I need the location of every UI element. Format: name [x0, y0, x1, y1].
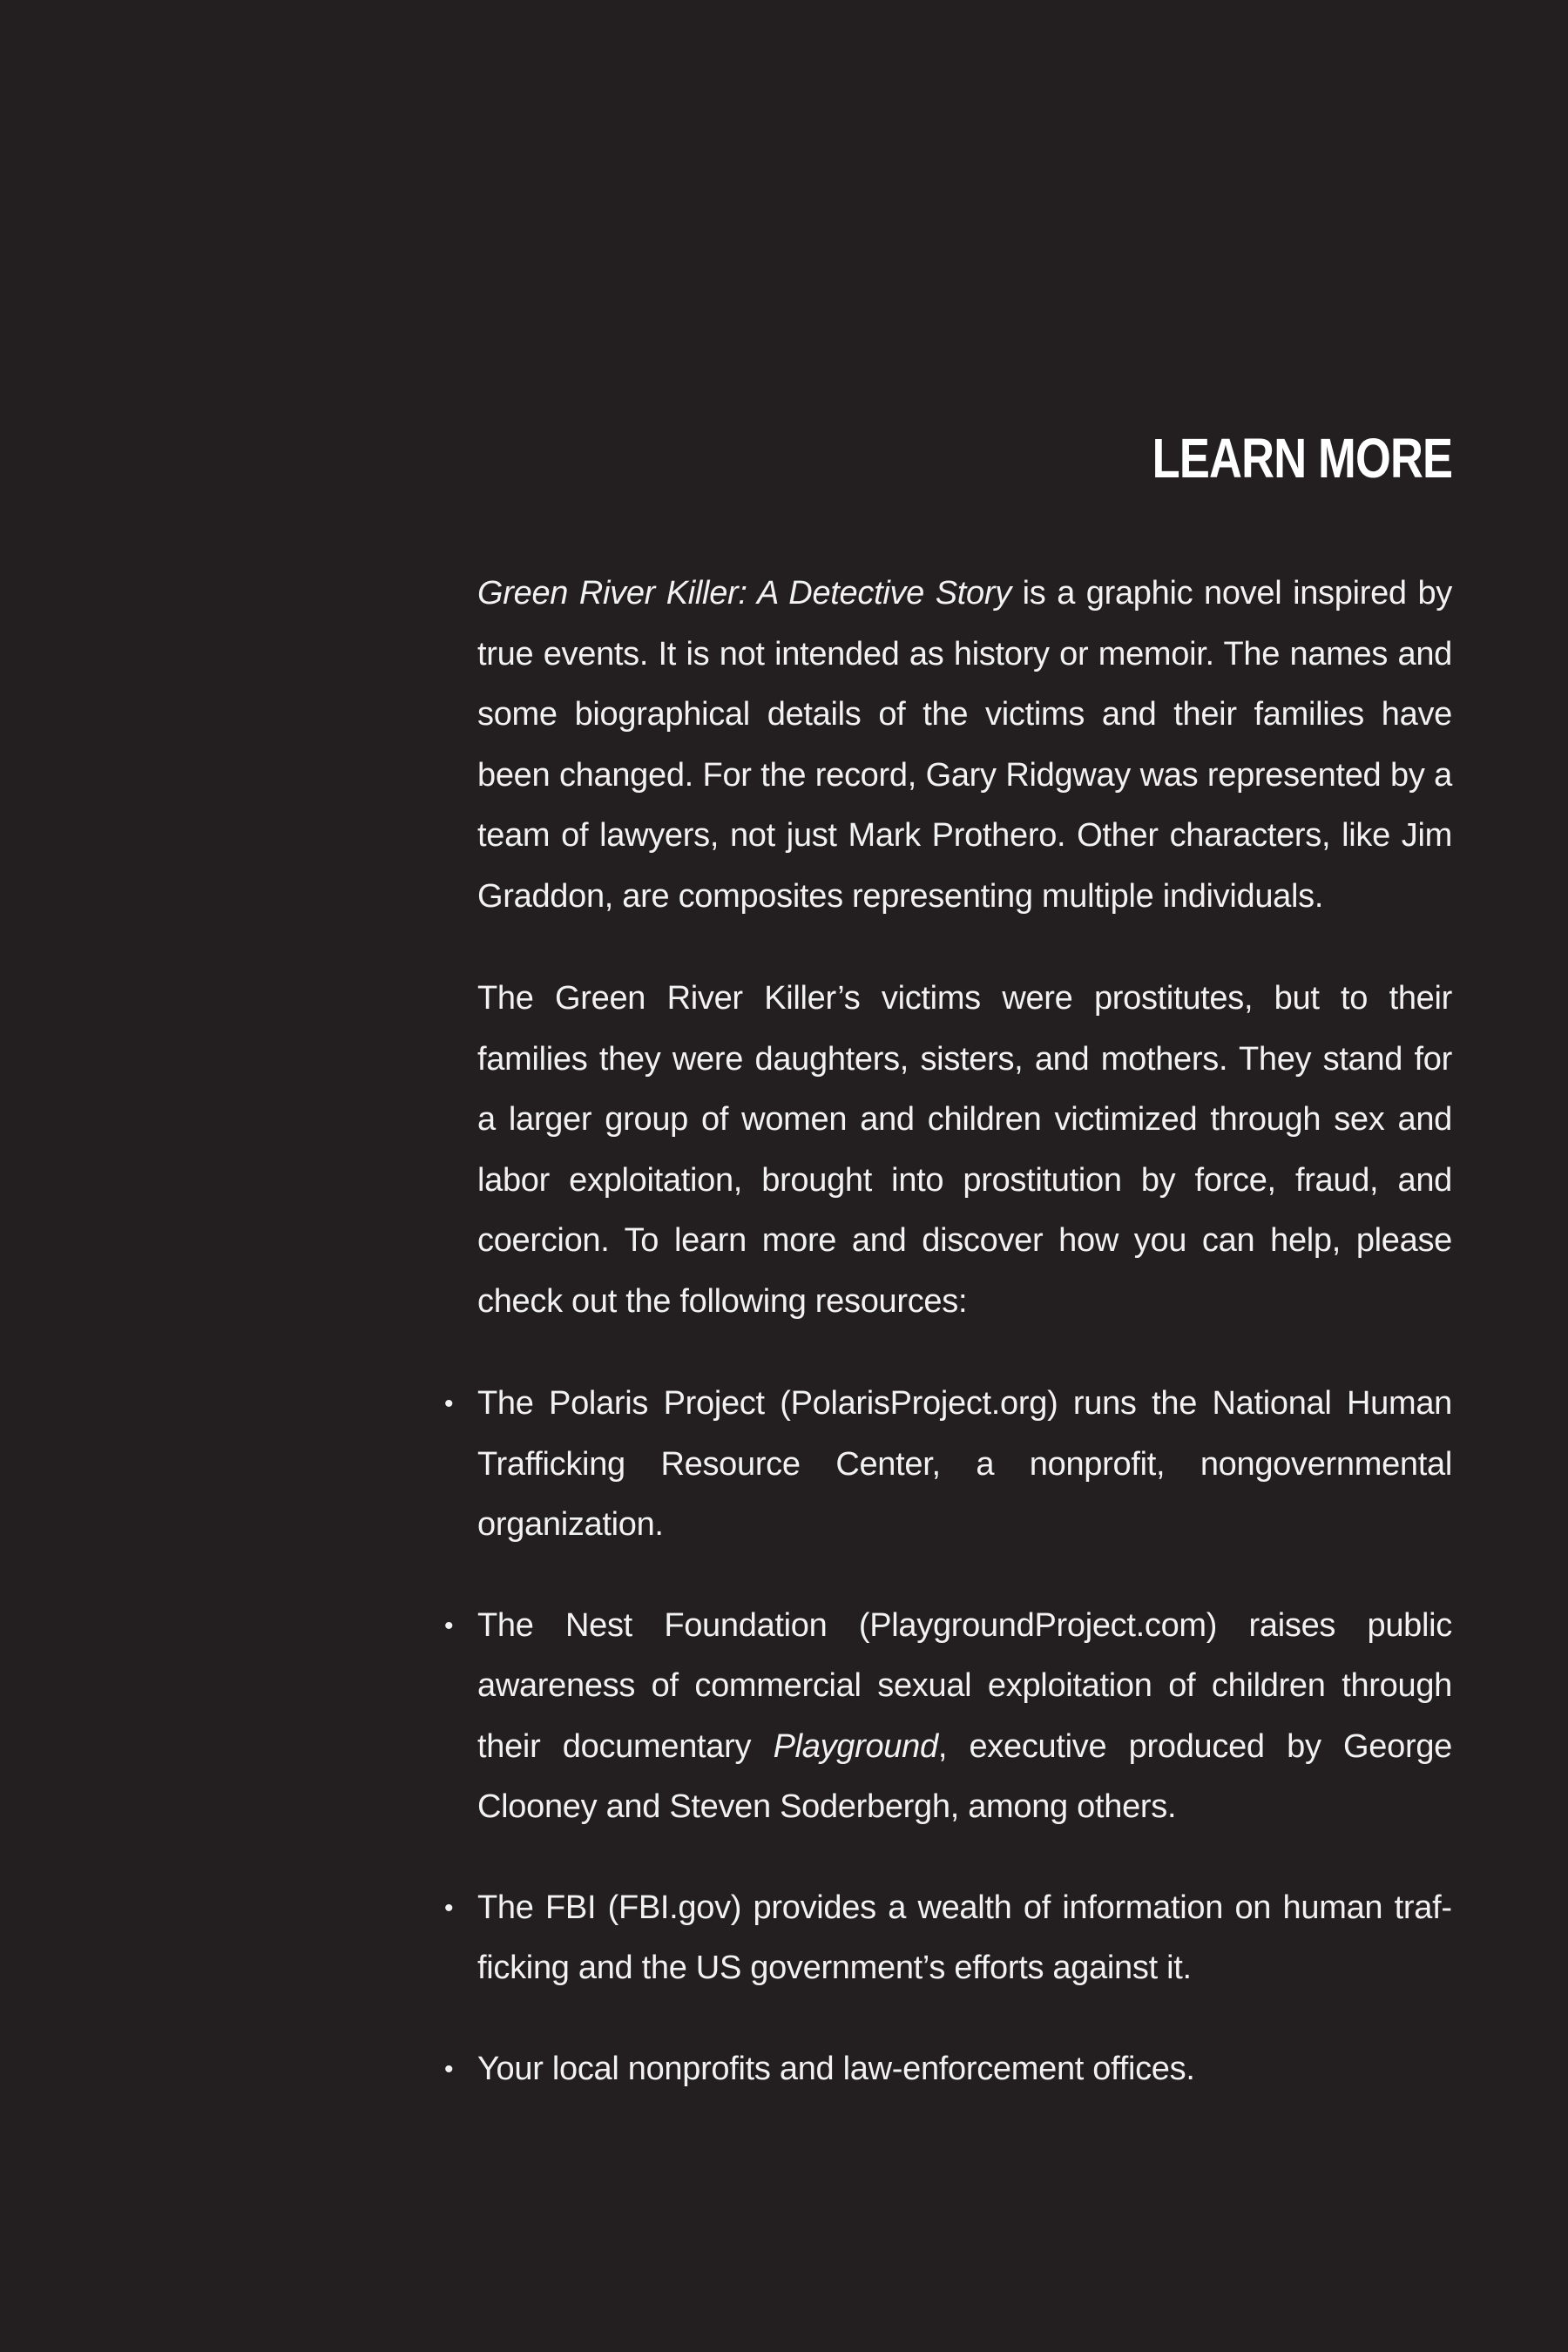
intro-text: is a graphic novel inspired by true events. It is not intended as history or memoir. The names and some biographical details of the victims and their families have been changed. For the record, Gary Ridgway was represented by a team of lawyers, not just Mark Prothero. Other characters, like Jim Graddon, are composites representing multiple individuals.: [477, 575, 1452, 915]
resource-item-local: [444, 2039, 1452, 2100]
body-text: [444, 564, 1452, 2099]
book-title: Green River Killer: A Detective Story: [477, 575, 1011, 612]
intro-paragraph: [477, 564, 1452, 927]
resource-text: The Polaris Project (PolarisProject.org) runs the National Human Trafficking Resource Center, a nonprofit, nongovernmental organization.: [477, 1385, 1452, 1543]
bullet-icon: •: [444, 1893, 454, 1923]
page-heading: LEARN MORE: [1152, 427, 1452, 490]
resource-text: The Nest Foundation (PlaygroundProject.com) raises public awareness of commercial sexual exploitation of children through their documentary: [477, 1606, 1452, 1765]
documentary-title: Playground: [773, 1727, 938, 1765]
victims-paragraph: The Green River Killer’s victims were prostitutes, but to their families they were daughters, sisters, and mothers. They stand for a larger group of women and children victimized through sex and labor exploitation, brought into prostitution by force, fraud, and coercion. To learn more and discover how you can help, please check out the following resources:: [477, 980, 1452, 1320]
resource-item-polaris: [444, 1374, 1452, 1556]
resource-item-nest: [444, 1596, 1452, 1838]
bullet-icon: •: [444, 1389, 454, 1418]
resource-item-fbi: [444, 1878, 1452, 1999]
resource-text: The FBI (FBI.gov) provides a wealth of information on human trafficking and the US government’s efforts against it.: [477, 1889, 1452, 1986]
resource-text: Your local nonprofits and law-enforcement offices.: [477, 2050, 1195, 2087]
bullet-icon: •: [444, 2054, 454, 2084]
bullet-icon: •: [444, 1611, 454, 1640]
resource-list: [444, 1374, 1452, 2099]
resource-text-continued: , executive produced by George Clooney and Steven Soderbergh, among others.: [477, 1727, 1452, 1825]
